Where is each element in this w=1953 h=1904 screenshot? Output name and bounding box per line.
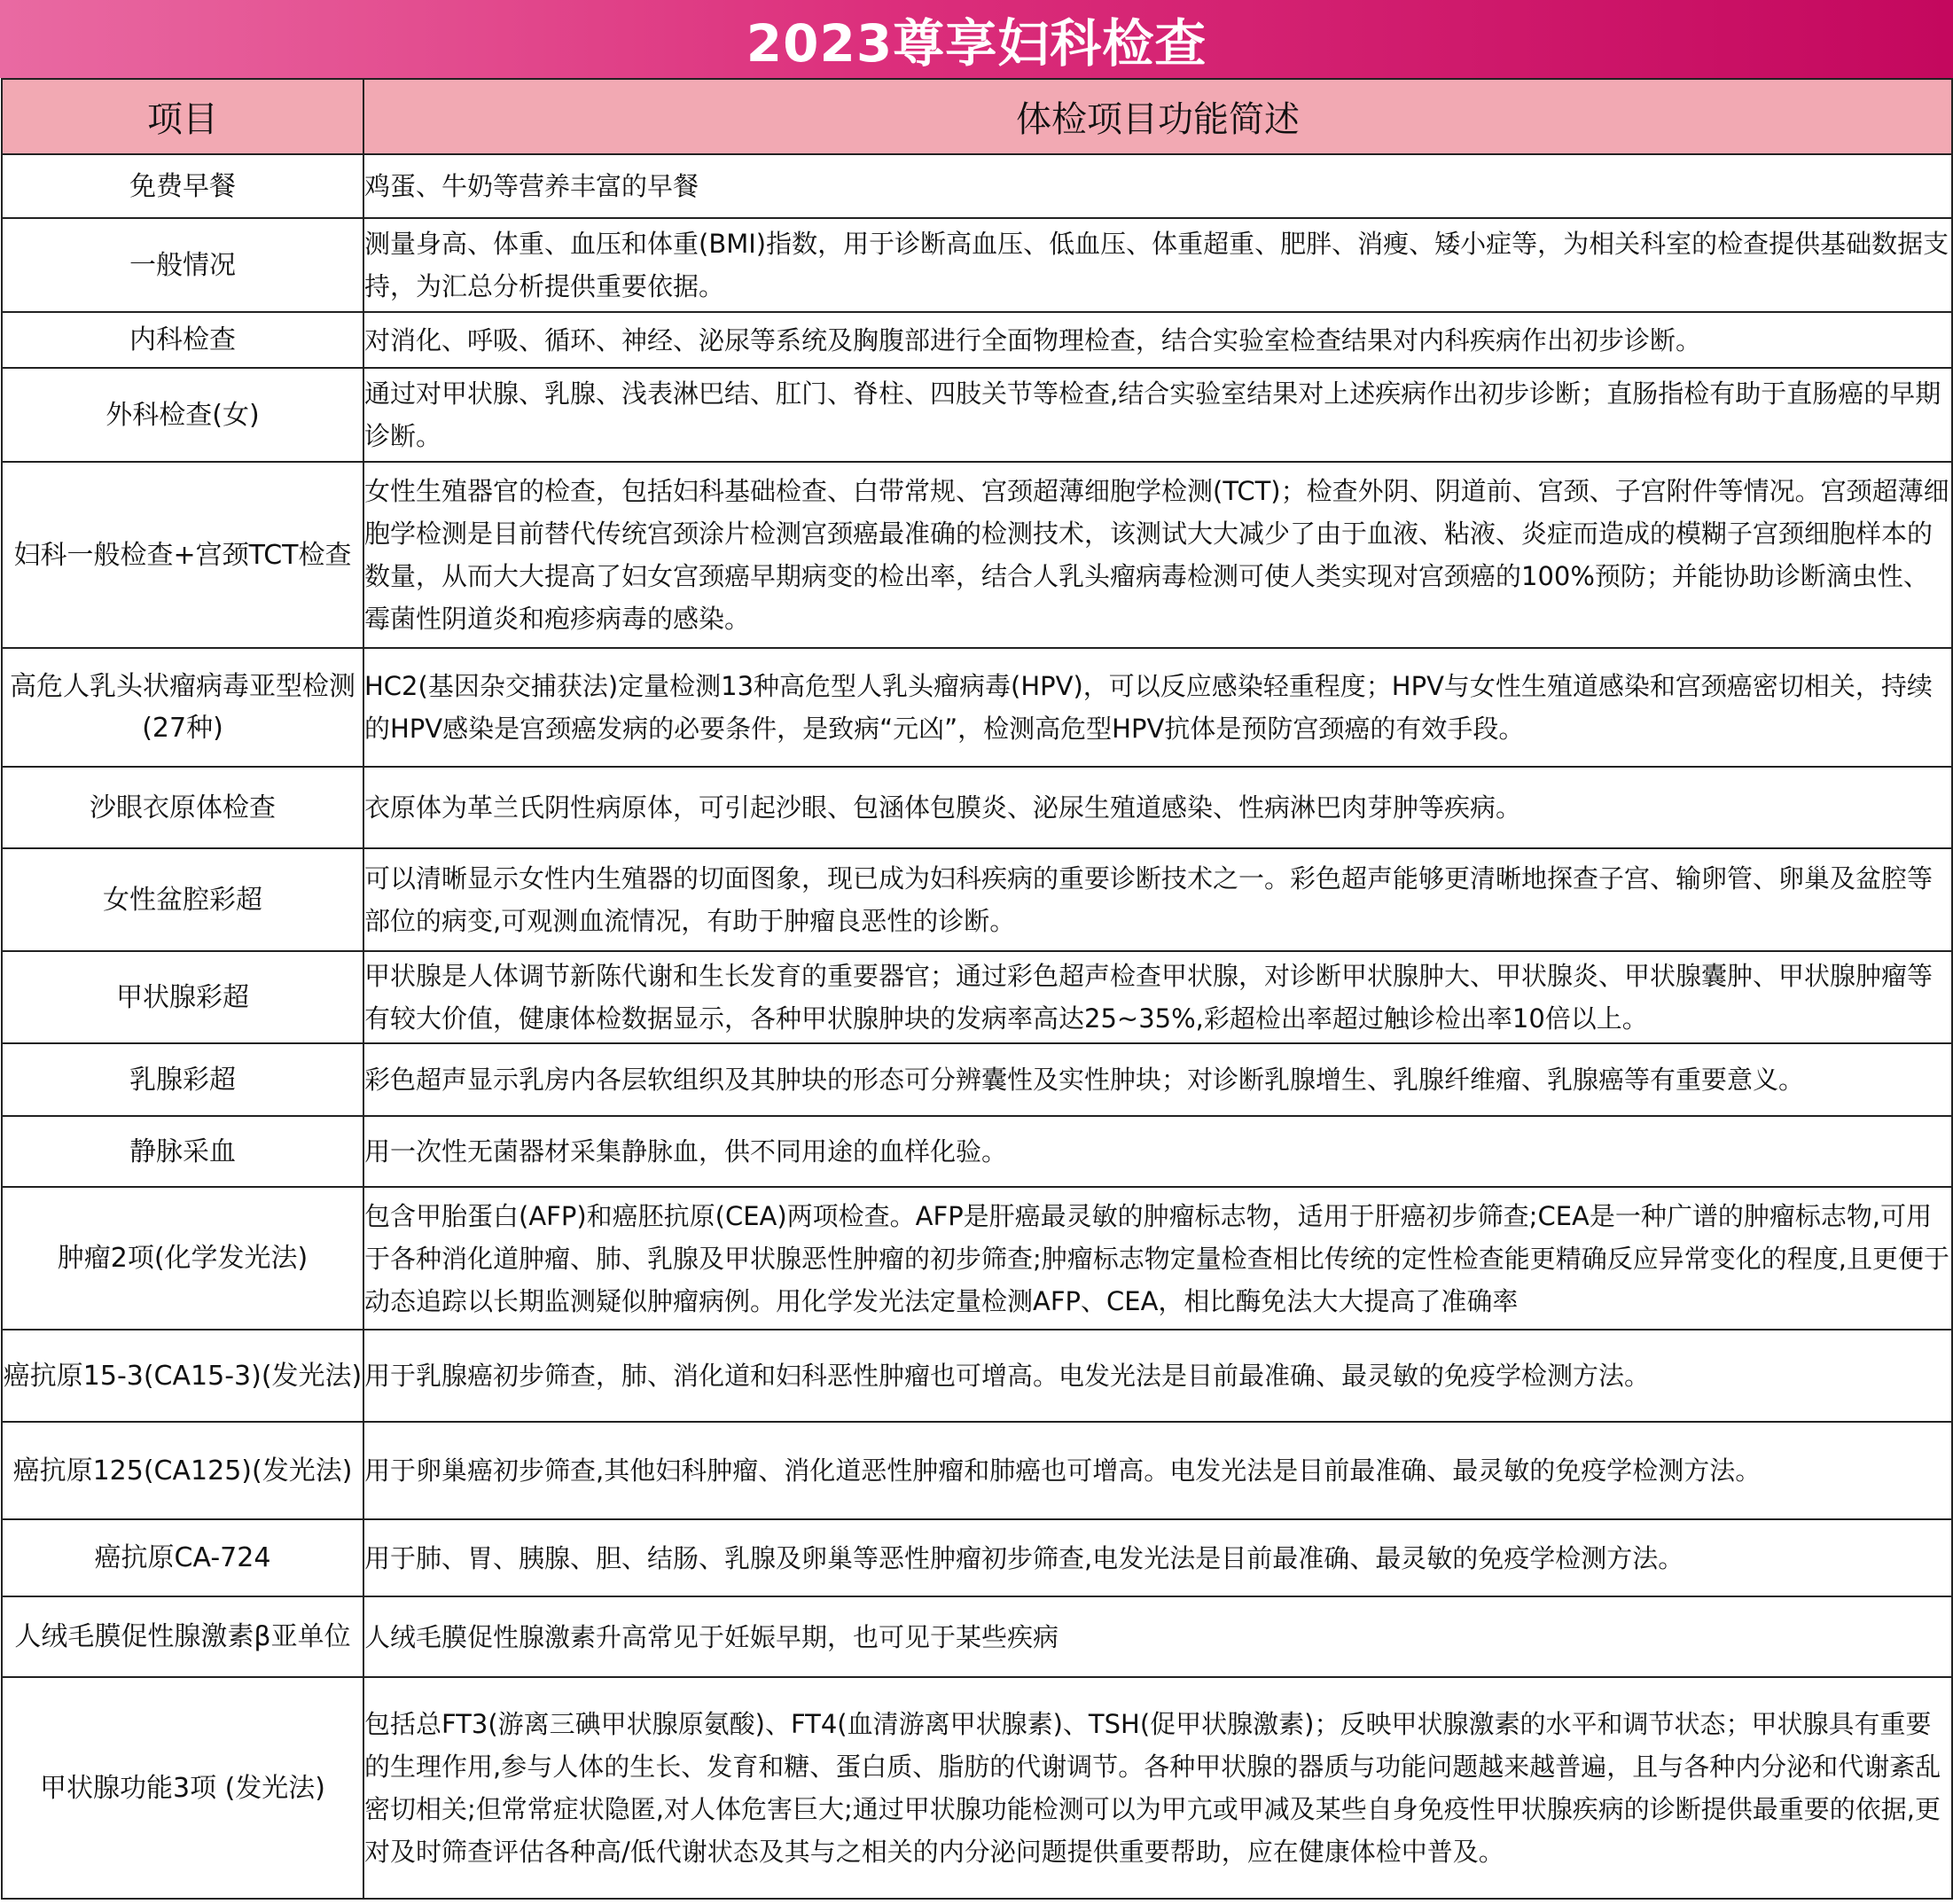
item-name: 甲状腺功能3项 (发光法) — [2, 1677, 363, 1899]
page-title: 2023尊享妇科检查 — [746, 13, 1207, 74]
table-row — [2, 462, 1952, 648]
item-name: 高危人乳头状瘤病毒亚型检测(27种) — [2, 648, 363, 767]
table-row — [2, 648, 1952, 767]
item-description: 通过对甲状腺、乳腺、浅表淋巴结、肛门、脊柱、四肢关节等检查,结合实验室结果对上述疾病作出初步诊断；直肠指检有助于直肠癌的早期诊断。 — [363, 368, 1952, 462]
header-description: 体检项目功能简述 — [363, 79, 1952, 154]
table-row — [2, 951, 1952, 1043]
table-row — [2, 1596, 1952, 1677]
item-name: 妇科一般检查+宫颈TCT检查 — [2, 462, 363, 648]
item-name: 外科检查(女) — [2, 368, 363, 462]
title-banner — [0, 0, 1953, 78]
table-row — [2, 1187, 1952, 1330]
table-row — [2, 767, 1952, 848]
item-description: 可以清晰显示女性内生殖器的切面图象，现已成为妇科疾病的重要诊断技术之一。彩色超声能够更清晰地探查子宫、输卵管、卵巢及盆腔等部位的病变,可观测血流情况，有助于肿瘤良恶性的诊断。 — [363, 848, 1952, 951]
item-name: 内科检查 — [2, 312, 363, 368]
item-name: 癌抗原125(CA125)(发光法) — [2, 1422, 363, 1519]
table-row — [2, 848, 1952, 951]
item-description: HC2(基因杂交捕获法)定量检测13种高危型人乳头瘤病毒(HPV)，可以反应感染轻重程度；HPV与女性生殖道感染和宫颈癌密切相关，持续的HPV感染是宫颈癌发病的必要条件，是致病“元凶”，检测高危型HPV抗体是预防宫颈癌的有效手段。 — [363, 648, 1952, 767]
item-description: 对消化、呼吸、循环、神经、泌尿等系统及胸腹部进行全面物理检查，结合实验室检查结果对内科疾病作出初步诊断。 — [363, 312, 1952, 368]
item-description: 彩色超声显示乳房内各层软组织及其肿块的形态可分辨囊性及实性肿块；对诊断乳腺增生、乳腺纤维瘤、乳腺癌等有重要意义。 — [363, 1043, 1952, 1116]
item-name: 癌抗原15-3(CA15-3)(发光法) — [2, 1330, 363, 1422]
item-name: 静脉采血 — [2, 1116, 363, 1187]
table-row — [2, 312, 1952, 368]
table-row — [2, 1330, 1952, 1422]
item-name: 免费早餐 — [2, 154, 363, 218]
item-description: 用于乳腺癌初步筛查，肺、消化道和妇科恶性肿瘤也可增高。电发光法是目前最准确、最灵敏的免疫学检测方法。 — [363, 1330, 1952, 1422]
item-description: 衣原体为革兰氏阴性病原体，可引起沙眼、包涵体包膜炎、泌尿生殖道感染、性病淋巴肉芽肿等疾病。 — [363, 767, 1952, 848]
table-header-row — [2, 79, 1952, 154]
item-description: 人绒毛膜促性腺激素升高常见于妊娠早期，也可见于某些疾病 — [363, 1596, 1952, 1677]
table-row — [2, 1116, 1952, 1187]
item-name: 沙眼衣原体检查 — [2, 767, 363, 848]
item-description: 用于肺、胃、胰腺、胆、结肠、乳腺及卵巢等恶性肿瘤初步筛查,电发光法是目前最准确、最灵敏的免疫学检测方法。 — [363, 1519, 1952, 1596]
item-description: 鸡蛋、牛奶等营养丰富的早餐 — [363, 154, 1952, 218]
item-description: 测量身高、体重、血压和体重(BMI)指数，用于诊断高血压、低血压、体重超重、肥胖、消瘦、矮小症等，为相关科室的检查提供基础数据支持，为汇总分析提供重要依据。 — [363, 218, 1952, 312]
item-name: 女性盆腔彩超 — [2, 848, 363, 951]
item-name: 肿瘤2项(化学发光法) — [2, 1187, 363, 1330]
table-row — [2, 368, 1952, 462]
item-description: 女性生殖器官的检查，包括妇科基础检查、白带常规、宫颈超薄细胞学检测(TCT)；检查外阴、阴道前、宫颈、子宫附件等情况。宫颈超薄细胞学检测是目前替代传统宫颈涂片检测宫颈癌最准确的检测技术，该测试大大减少了由于血液、粘液、炎症而造成的模糊子宫颈细胞样本的数量，从而大大提高了妇女宫颈癌早期病变的检出率，结合人乳头瘤病毒检测可使人类实现对宫颈癌的100%预防；并能协助诊断滴虫性、霉菌性阴道炎和疱疹病毒的感染。 — [363, 462, 1952, 648]
item-name: 癌抗原CA-724 — [2, 1519, 363, 1596]
exam-items-table — [1, 78, 1953, 1900]
header-item: 项目 — [2, 79, 363, 154]
table-row — [2, 154, 1952, 218]
table-row — [2, 218, 1952, 312]
item-name: 乳腺彩超 — [2, 1043, 363, 1116]
table-row — [2, 1043, 1952, 1116]
item-description: 甲状腺是人体调节新陈代谢和生长发育的重要器官；通过彩色超声检查甲状腺，对诊断甲状腺肿大、甲状腺炎、甲状腺囊肿、甲状腺肿瘤等有较大价值，健康体检数据显示，各种甲状腺肿块的发病率高达25~35%,彩超检出率超过触诊检出率10倍以上。 — [363, 951, 1952, 1043]
table-row — [2, 1422, 1952, 1519]
table-row — [2, 1519, 1952, 1596]
item-name: 一般情况 — [2, 218, 363, 312]
item-description: 用于卵巢癌初步筛查,其他妇科肿瘤、消化道恶性肿瘤和肺癌也可增高。电发光法是目前最准确、最灵敏的免疫学检测方法。 — [363, 1422, 1952, 1519]
table-row — [2, 1677, 1952, 1899]
item-description: 包括总FT3(游离三碘甲状腺原氨酸)、FT4(血清游离甲状腺素)、TSH(促甲状腺激素)；反映甲状腺激素的水平和调节状态；甲状腺具有重要的生理作用,参与人体的生长、发育和糖、蛋白质、脂肪的代谢调节。各种甲状腺的器质与功能问题越来越普遍，且与各种内分泌和代谢紊乱密切相关;但常常症状隐匿,对人体危害巨大;通过甲状腺功能检测可以为甲亢或甲减及某些自身免疫性甲状腺疾病的诊断提供最重要的依据,更对及时筛查评估各种高/低代谢状态及其与之相关的内分泌问题提供重要帮助，应在健康体检中普及。 — [363, 1677, 1952, 1899]
item-name: 甲状腺彩超 — [2, 951, 363, 1043]
item-name: 人绒毛膜促性腺激素β亚单位 — [2, 1596, 363, 1677]
item-description: 用一次性无菌器材采集静脉血，供不同用途的血样化验。 — [363, 1116, 1952, 1187]
item-description: 包含甲胎蛋白(AFP)和癌胚抗原(CEA)两项检查。AFP是肝癌最灵敏的肿瘤标志物，适用于肝癌初步筛查;CEA是一种广谱的肿瘤标志物,可用于各种消化道肿瘤、肺、乳腺及甲状腺恶性肿瘤的初步筛查;肿瘤标志物定量检查相比传统的定性检查能更精确反应异常变化的程度,且更便于动态追踪以长期监测疑似肿瘤病例。用化学发光法定量检测AFP、CEA，相比酶免法大大提高了准确率 — [363, 1187, 1952, 1330]
